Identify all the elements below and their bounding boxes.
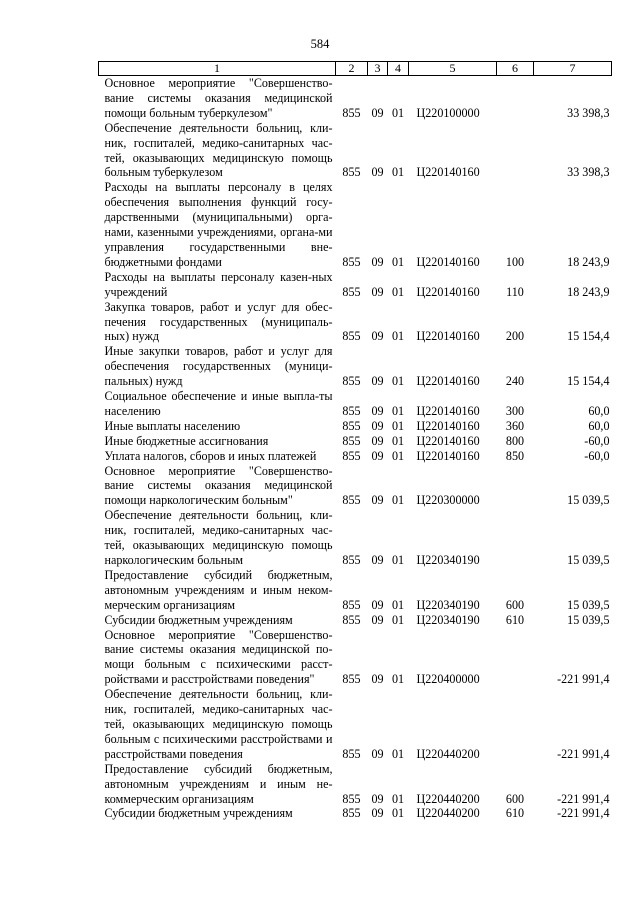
row-amount: -221 991,4 — [557, 672, 610, 687]
row-section: 09 — [371, 553, 384, 567]
row-name: Социальное обеспечение и иные выпла-ты населению — [104, 389, 333, 418]
row-admin-code: 855 — [342, 806, 361, 821]
row-expense-type: 600 — [505, 791, 525, 806]
row-subsection: 01 — [391, 493, 405, 508]
table-row — [99, 434, 612, 449]
row-target-article: Ц220140160 — [416, 448, 480, 463]
row-subsection: 01 — [391, 254, 405, 269]
row-admin-code: 855 — [342, 105, 361, 120]
column-header-7: 7 — [534, 62, 612, 76]
budget-table — [98, 61, 612, 821]
row-name: Субсидии бюджетным учреждениям — [104, 612, 293, 627]
row-amount: 15 039,5 — [567, 612, 610, 627]
row-amount: 15 154,4 — [567, 329, 610, 344]
row-admin-code: 855 — [342, 493, 361, 508]
row-target-article: Ц220300000 — [416, 493, 480, 508]
row-expense-type: 600 — [505, 597, 525, 612]
table-row — [99, 762, 612, 807]
row-expense-type — [497, 121, 534, 181]
row-expense-type: 200 — [505, 329, 525, 344]
row-amount: 33 398,3 — [567, 105, 610, 120]
column-header-2: 2 — [336, 62, 368, 76]
row-admin-code: 855 — [342, 284, 361, 299]
row-admin-code: 855 — [342, 254, 361, 269]
row-target-article: Ц220100000 — [416, 105, 480, 120]
table-row — [99, 180, 612, 269]
column-header-6: 6 — [497, 62, 534, 76]
table-row — [99, 628, 612, 688]
row-admin-code: 855 — [342, 612, 361, 627]
row-subsection: 01 — [391, 597, 405, 612]
row-amount: 60,0 — [588, 418, 610, 433]
row-target-article: Ц220400000 — [416, 672, 480, 687]
row-expense-type: 240 — [505, 374, 525, 389]
row-amount: 15 039,5 — [567, 493, 610, 508]
row-target-article: Ц220440200 — [416, 746, 480, 761]
row-expense-type: 360 — [505, 418, 525, 433]
row-name: Иные бюджетные ассигнования — [104, 433, 269, 448]
row-target-article: Ц220440200 — [416, 806, 480, 821]
row-admin-code: 855 — [342, 165, 361, 180]
row-subsection: 01 — [391, 746, 405, 761]
row-expense-type: 800 — [505, 433, 525, 448]
row-section: 09 — [371, 403, 384, 418]
column-header-3: 3 — [368, 62, 388, 76]
row-target-article: Ц220140160 — [416, 374, 480, 389]
row-subsection: 01 — [391, 374, 405, 389]
table-row — [99, 568, 612, 613]
table-row — [99, 449, 612, 464]
table-header-row — [99, 62, 612, 76]
row-admin-code: 855 — [342, 433, 361, 448]
table-row — [99, 419, 612, 434]
column-header-5: 5 — [409, 62, 497, 76]
row-expense-type: 300 — [505, 403, 525, 418]
row-subsection: 01 — [391, 672, 405, 687]
row-target-article: Ц220340190 — [416, 597, 480, 612]
row-amount: 15 039,5 — [567, 553, 610, 567]
row-subsection: 01 — [391, 791, 405, 806]
row-expense-type: 610 — [505, 806, 525, 821]
row-name: Предоставление субсидий бюджетным, автономным учреждениям и иным неком-мерческим организациям — [104, 567, 333, 612]
row-target-article: Ц220140160 — [416, 165, 480, 180]
row-admin-code: 855 — [342, 672, 361, 687]
row-section: 09 — [371, 254, 384, 269]
page-number: 584 — [310, 37, 330, 51]
row-subsection: 01 — [391, 433, 405, 448]
row-admin-code: 855 — [342, 791, 361, 806]
row-target-article: Ц220140160 — [416, 254, 480, 269]
row-section: 09 — [371, 612, 384, 627]
row-section: 09 — [371, 493, 384, 508]
row-name: Субсидии бюджетным учреждениям — [104, 806, 293, 821]
row-name: Расходы на выплаты персоналу казен-ных учреждений — [104, 269, 333, 299]
table-row — [99, 806, 612, 821]
row-name: Уплата налогов, сборов и иных платежей — [104, 448, 317, 463]
row-admin-code: 855 — [342, 403, 361, 418]
table-row — [99, 687, 612, 762]
row-subsection: 01 — [391, 105, 405, 120]
row-section: 09 — [371, 433, 384, 448]
row-amount: 60,0 — [588, 403, 610, 418]
row-expense-type — [497, 508, 534, 568]
row-expense-type: 850 — [505, 448, 525, 463]
row-expense-type — [497, 687, 534, 762]
row-expense-type — [497, 76, 534, 121]
row-admin-code: 855 — [342, 374, 361, 389]
column-header-4: 4 — [388, 62, 409, 76]
row-amount: -221 991,4 — [557, 806, 610, 821]
row-expense-type: 100 — [505, 254, 525, 269]
row-name: Иные выплаты населению — [104, 418, 241, 433]
row-target-article: Ц220140160 — [416, 403, 480, 418]
row-name: Обеспечение деятельности больниц, кли-ник, госпиталей, медико-санитарных час-тей, оказывающих медицинскую помощь больным туберкулезом — [104, 120, 333, 180]
row-amount: 15 154,4 — [567, 374, 610, 389]
row-expense-type: 610 — [505, 612, 525, 627]
row-amount: -60,0 — [584, 433, 610, 448]
row-section: 09 — [371, 746, 384, 761]
row-target-article: Ц220440200 — [416, 791, 480, 806]
row-name: Иные закупки товаров, работ и услуг для обеспечения государственных (муници-пальных) нужд — [104, 344, 333, 389]
row-target-article: Ц220140160 — [416, 329, 480, 344]
row-name: Основное мероприятие "Совершенство-вание системы оказания медицинской помощи наркологическим больным" — [104, 463, 333, 508]
table-row — [99, 344, 612, 389]
table-row — [99, 389, 612, 419]
table-row — [99, 464, 612, 509]
row-subsection: 01 — [391, 329, 405, 344]
row-target-article: Ц220340190 — [416, 553, 480, 567]
row-expense-type — [497, 464, 534, 509]
row-admin-code: 855 — [342, 448, 361, 463]
row-subsection: 01 — [391, 165, 405, 180]
row-target-article: Ц220140160 — [416, 418, 480, 433]
row-admin-code: 855 — [342, 553, 361, 567]
row-target-article: Ц220140160 — [416, 284, 480, 299]
row-section: 09 — [371, 418, 384, 433]
row-admin-code: 855 — [342, 597, 361, 612]
row-name: Расходы на выплаты персоналу в целях обеспечения выполнения функций госу-дарственными (муниципальными) орга-нами, казенными учреждениями, органа-ми управления государственными вне-бюджетными фондами — [104, 180, 333, 269]
row-section: 09 — [371, 672, 384, 687]
row-admin-code: 855 — [342, 746, 361, 761]
row-subsection: 01 — [391, 418, 405, 433]
row-name: Предоставление субсидий бюджетным, автономным учреждениям и иным не-коммерческим организациям — [104, 761, 333, 806]
row-name: Основное мероприятие "Совершенство-вание системы оказания медицинской помощи больным туберкулезом" — [104, 76, 333, 120]
row-subsection: 01 — [391, 403, 405, 418]
row-target-article: Ц220140160 — [416, 433, 480, 448]
table-row — [99, 270, 612, 300]
row-amount: -60,0 — [584, 448, 610, 463]
row-target-article: Ц220340190 — [416, 612, 480, 627]
row-section: 09 — [371, 448, 384, 463]
row-subsection: 01 — [391, 448, 405, 463]
row-section: 09 — [371, 165, 384, 180]
row-amount: -221 991,4 — [557, 791, 610, 806]
row-subsection: 01 — [391, 553, 405, 567]
row-section: 09 — [371, 284, 384, 299]
row-section: 09 — [371, 105, 384, 120]
row-amount: 18 243,9 — [567, 254, 610, 269]
row-section: 09 — [371, 374, 384, 389]
row-section: 09 — [371, 597, 384, 612]
table-body — [99, 76, 612, 822]
row-expense-type: 110 — [506, 284, 524, 299]
row-admin-code: 855 — [342, 418, 361, 433]
table-row — [99, 508, 612, 568]
column-header-1: 1 — [99, 62, 336, 76]
table-row — [99, 300, 612, 345]
row-name: Основное мероприятие "Совершенство-вание системы оказания медицинской по-мощи больным с психическими расст-ройствами и расстройствами поведения" — [104, 627, 333, 687]
row-amount: 33 398,3 — [567, 165, 610, 180]
row-subsection: 01 — [391, 284, 405, 299]
table-row — [99, 613, 612, 628]
table-row — [99, 121, 612, 181]
row-section: 09 — [371, 329, 384, 344]
row-section: 09 — [371, 806, 384, 821]
row-admin-code: 855 — [342, 329, 361, 344]
row-expense-type — [497, 628, 534, 688]
row-amount: 18 243,9 — [567, 284, 610, 299]
row-name: Обеспечение деятельности больниц, кли-ник, госпиталей, медико-санитарных час-тей, оказывающих медицинскую помощь наркологическим больным — [104, 508, 333, 567]
row-amount: -221 991,4 — [557, 746, 610, 761]
row-name: Обеспечение деятельности больниц, кли-ник, госпиталей, медико-санитарных час-тей, оказывающих медицинскую помощь больным с психическими расстройствами и расстройствами поведения — [104, 687, 333, 761]
row-subsection: 01 — [391, 806, 405, 821]
row-section: 09 — [371, 791, 384, 806]
row-subsection: 01 — [391, 612, 405, 627]
row-amount: 15 039,5 — [567, 597, 610, 612]
row-name: Закупка товаров, работ и услуг для обес-печения государственных (муниципаль-ных) нужд — [104, 299, 333, 344]
table-row — [99, 76, 612, 121]
